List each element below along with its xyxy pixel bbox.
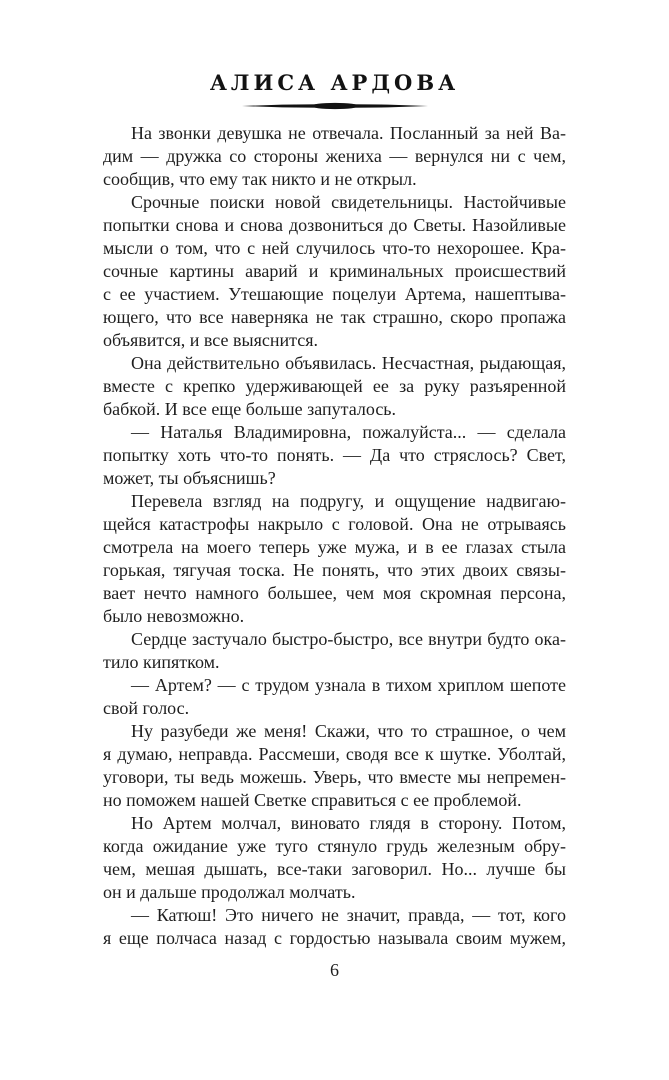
- text-line: объявится, и все выяснится.: [103, 330, 318, 350]
- text-line: — Артем? — с трудом узнала в тихом хриплом шепоте: [131, 675, 566, 695]
- ornament-divider: [0, 100, 669, 112]
- text-line: Сердце застучало быстро-быстро, все внутри будто ока-: [131, 629, 566, 649]
- text-line: Срочные поиски новой свидетельницы. Настойчивые: [131, 192, 566, 212]
- author-title: АЛИСА АРДОВА: [209, 70, 460, 95]
- text-line: дим — дружка со стороны жениха — вернулся ни с чем,: [103, 146, 566, 166]
- text-line: Перевела взгляд на подругу, и ощущение надвигаю-: [131, 491, 566, 511]
- ornament-divider-icon: [242, 100, 428, 112]
- text-line: сообщив, что ему так никто и не открыл.: [103, 169, 417, 189]
- text-line: с ее участием. Утешающие поцелуи Артема, нашептыва-: [103, 284, 566, 304]
- text-line: может, ты объяснишь?: [103, 468, 276, 488]
- text-line: сочные картины аварий и криминальных происшествий: [103, 261, 566, 281]
- text-line: я еще полчаса назад с гордостью называла своим мужем,: [103, 928, 566, 948]
- text-line: щейся катастрофы накрыло с головой. Она не отрываясь: [103, 514, 566, 534]
- text-line: чем, мешая дышать, все-таки заговорил. Но... лучше бы: [103, 859, 566, 879]
- text-line: мысли о том, что с ней случилось что-то нехорошее. Кра-: [103, 238, 566, 258]
- text-line: ющего, что все наверняка не так страшно, скоро пропажа: [103, 307, 566, 327]
- text-line: горькая, тягучая тоска. Не понять, что этих двоих связы-: [103, 560, 566, 580]
- text-line: бабкой. И все еще больше запуталось.: [103, 399, 397, 419]
- text-line: попытки снова и снова дозвониться до Светы. Назойливые: [103, 215, 566, 235]
- text-line: Она действительно объявилась. Несчастная, рыдающая,: [131, 353, 566, 373]
- text-line: но поможем нашей Светке справиться с ее проблемой.: [103, 790, 522, 810]
- text-line: Ну разубеди же меня! Скажи, что то страшное, о чем: [131, 721, 566, 741]
- text-line: Но Артем молчал, виновато глядя в сторону. Потом,: [131, 813, 566, 833]
- text-line: уговори, ты ведь можешь. Уверь, что вместе мы непремен-: [103, 767, 566, 787]
- page-number: 6: [330, 960, 339, 980]
- text-line: — Наталья Владимировна, пожалуйста... — сделала: [131, 422, 566, 442]
- text-line: свой голос.: [103, 698, 190, 718]
- text-line: было невозможно.: [103, 606, 245, 626]
- text-line: вместе с крепко удерживающей ее за руку разъяренной: [103, 376, 566, 396]
- body-text: [103, 122, 566, 950]
- text-line: вает нечто намного большее, чем моя скромная персона,: [103, 583, 566, 603]
- text-line: тило кипятком.: [103, 652, 220, 672]
- text-line: смотрела на моего теперь уже мужа, и в ее глазах стыла: [103, 537, 566, 557]
- text-line: я думаю, неправда. Рассмеши, сводя все к шутке. Уболтай,: [103, 744, 566, 764]
- text-line: попытку хоть что-то понять. — Да что стряслось? Свет,: [103, 445, 566, 465]
- text-line: он и дальше продолжал молчать.: [103, 882, 356, 902]
- text-line: — Катюш! Это ничего не значит, правда, — тот, кого: [131, 905, 566, 925]
- text-line: На звонки девушка не отвечала. Посланный за ней Ва-: [131, 123, 566, 143]
- text-line: когда ожидание уже туго стянуло грудь железным обру-: [103, 836, 566, 856]
